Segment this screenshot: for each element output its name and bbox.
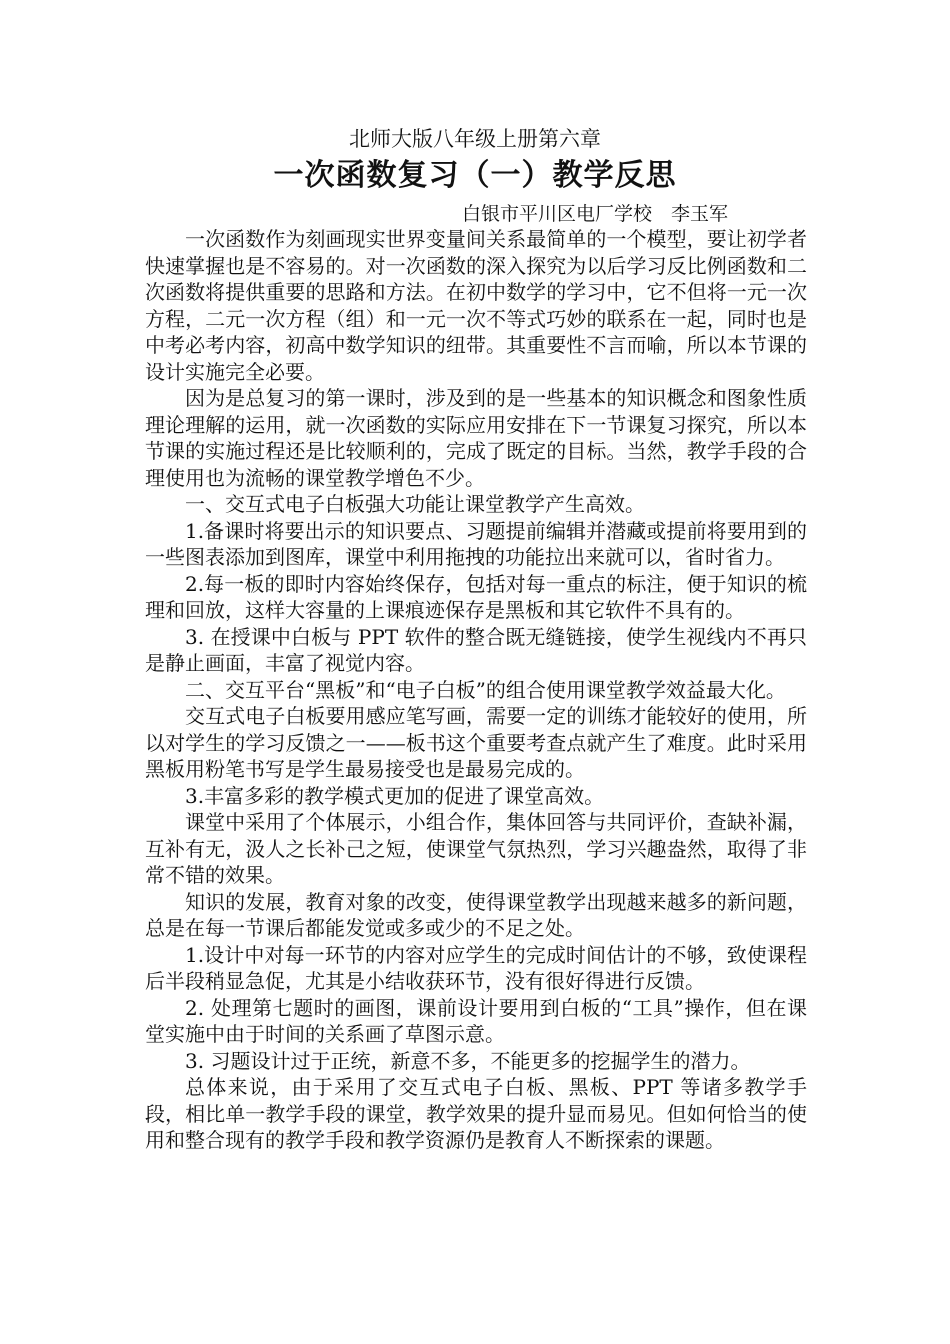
list-item: 3. 习题设计过于正统，新意不多，不能更多的挖掘学生的潜力。 (185, 1048, 751, 1073)
document-title: 一次函数复习（一）教学反思 (273, 158, 677, 193)
paragraph-overview: 因为是总复习的第一课时，涉及到的是一些基本的知识概念和图象性质理论理解的运用，就一次函数的实际应用安排在下一节课复习探究，所以本节课的实施过程还是比较顺利的，完成了既定的目标。当然，教学手段的合理使用也为流畅的课堂教学增色不少。 (145, 386, 807, 490)
paragraph: 交互式电子白板要用感应笔写画，需要一定的训练才能较好的使用，所以对学生的学习反馈之一——板书这个重要考查点就产生了难度。此时采用黑板用粉笔书写是学生最易接受也是最易完成的。 (145, 704, 807, 781)
section-heading-1: 一、交互式电子白板强大功能让课堂教学产生高效。 (185, 492, 645, 516)
list-item: 2.每一板的即时内容始终保存，包括对每一重点的标注，便于知识的梳理和回放，这样大容量的上课痕迹保存是黑板和其它软件不具有的。 (145, 571, 807, 622)
section-heading-2: 二、交互平台“黑板”和“电子白板”的组合使用课堂教学效益最大化。 (185, 677, 786, 702)
paragraph: 课堂中采用了个体展示，小组合作，集体回答与共同评价，查缺补漏，互补有无，汲人之长补己之短，使课堂气氛热烈，学习兴趣盎然，取得了非常不错的效果。 (145, 810, 807, 887)
document-body (145, 226, 807, 1154)
list-item: 3.丰富多彩的教学模式更加的促进了课堂高效。 (185, 783, 605, 808)
list-item: 2. 处理第七题时的画图，课前设计要用到白板的“工具”操作，但在课堂实施中由于时间的关系画了草图示意。 (145, 995, 807, 1046)
paragraph: 知识的发展，教育对象的改变，使得课堂教学出现越来越多的新问题，总是在每一节课后都能发觉或多或少的不足之处。 (145, 889, 807, 940)
paragraph-intro: 一次函数作为刻画现实世界变量间关系最简单的一个模型，要让初学者快速掌握也是不容易的。对一次函数的深入探究为以后学习反比例函数和二次函数将提供重要的思路和方法。在初中数学的学习中，它不但将一元一次方程，二元一次方程（组）和一元一次不等式巧妙的联系在一起，同时也是中考必考内容，初高中数学知识的纽带。其重要性不言而喻，所以本节课的设计实施完全必要。 (145, 227, 807, 384)
list-item: 1.设计中对每一环节的内容对应学生的完成时间估计的不够，致使课程后半段稍显急促，尤其是小结收获环节，没有很好得进行反馈。 (145, 942, 807, 993)
list-item: 3. 在授课中白板与 PPT 软件的整合既无缝链接，使学生视线内不再只是静止画面，丰富了视觉内容。 (145, 624, 807, 675)
document-author: 白银市平川区电厂学校 李玉军 (462, 203, 729, 225)
document-subtitle: 北师大版八年级上册第六章 (349, 127, 601, 151)
list-item: 1.备课时将要出示的知识要点、习题提前编辑并潜藏或提前将要用到的一些图表添加到图库，课堂中利用拖拽的功能拉出来就可以，省时省力。 (145, 518, 807, 569)
paragraph-conclusion: 总体来说，由于采用了交互式电子白板、黑板、PPT 等诸多教学手段，相比单一教学手段的课堂，教学效果的提升显而易见。但如何恰当的使用和整合现有的教学手段和教学资源仍是教育人不断探索的课题。 (145, 1075, 807, 1152)
